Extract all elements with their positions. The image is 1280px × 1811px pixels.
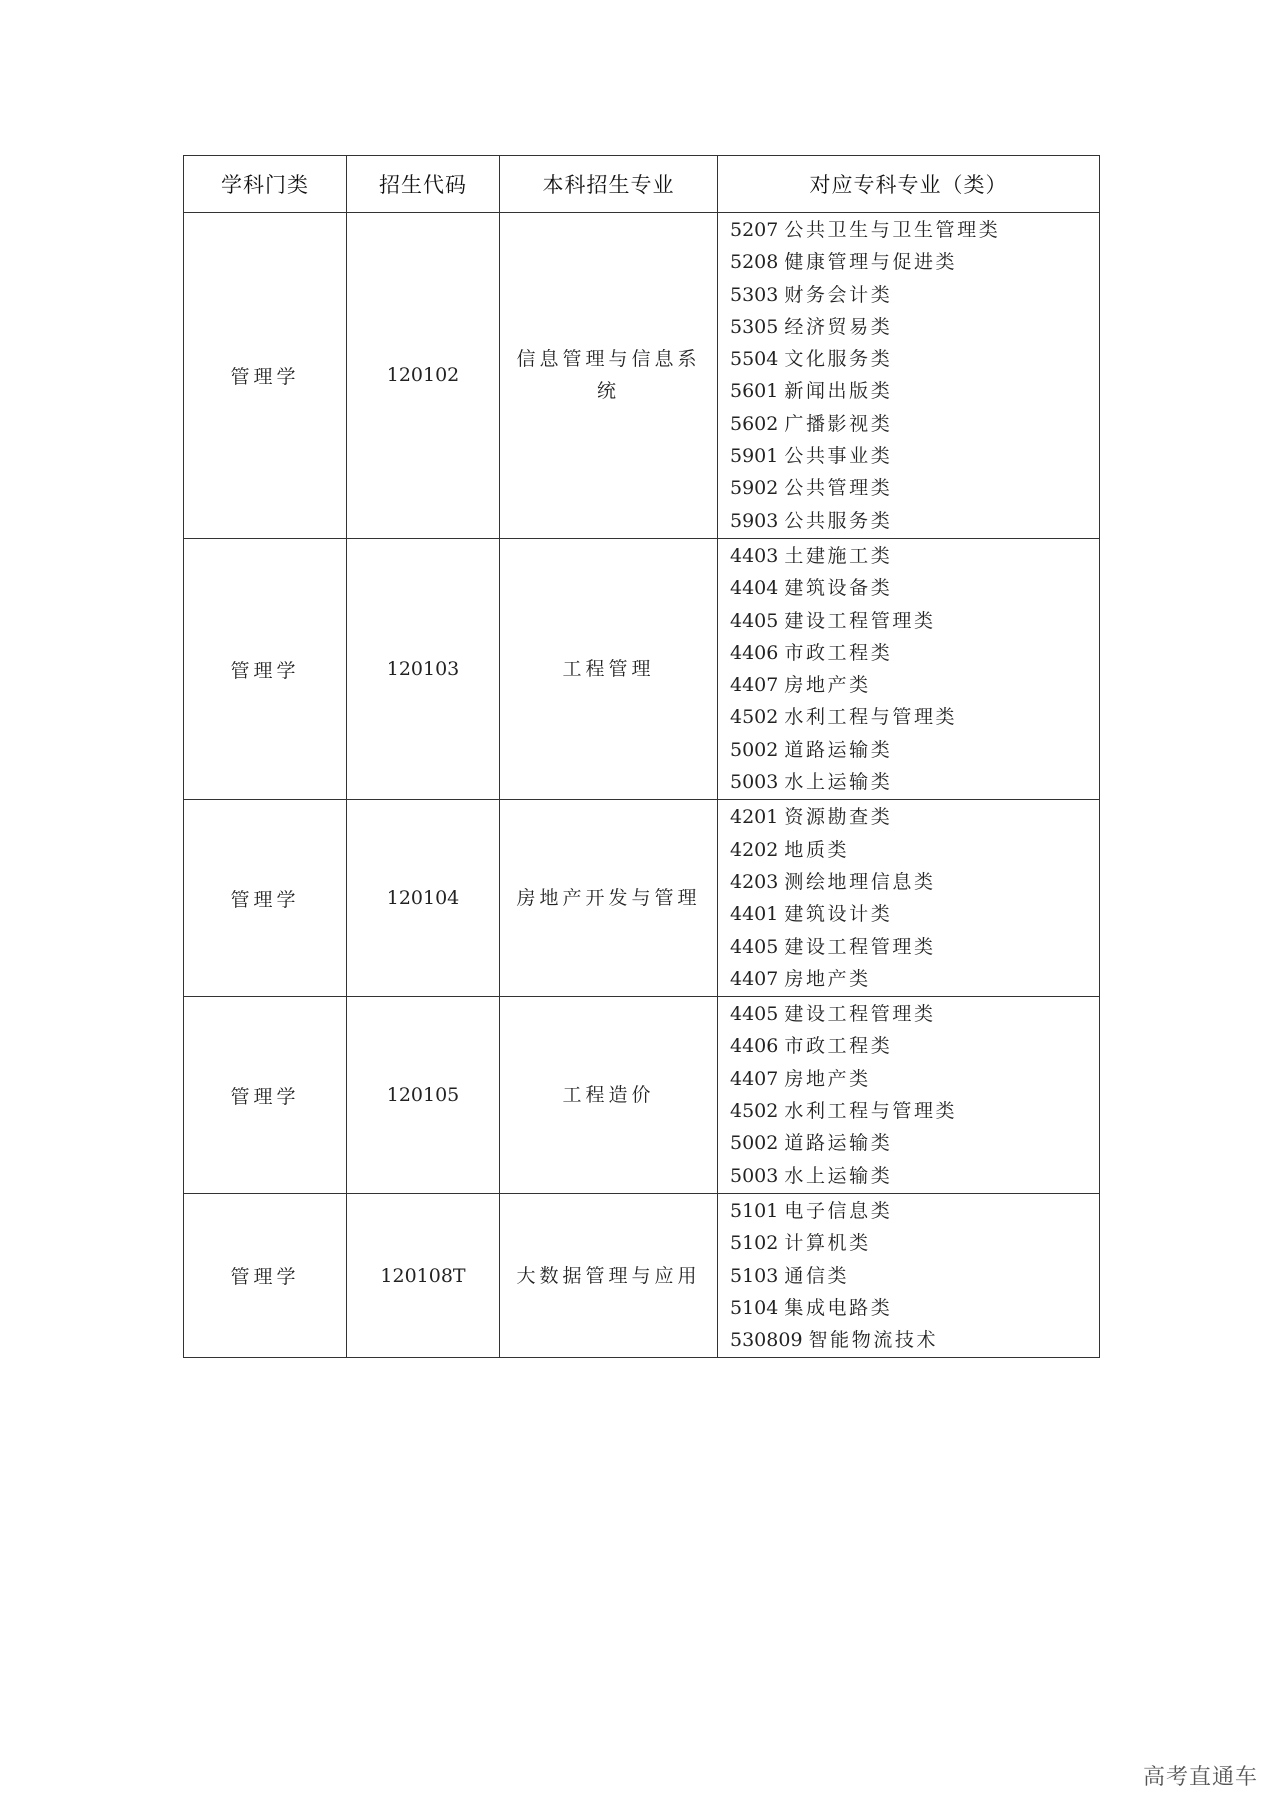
related-major-name: 电子信息类 (784, 1199, 893, 1222)
list-item (730, 572, 1099, 604)
list-item (730, 505, 1099, 537)
list-item (730, 766, 1099, 798)
list-item (730, 998, 1099, 1030)
related-major-name: 财务会计类 (784, 283, 893, 306)
table-header (184, 156, 1100, 213)
header-row (184, 156, 1100, 213)
list-item (730, 1063, 1099, 1095)
list-item (730, 605, 1099, 637)
list-item (730, 408, 1099, 440)
related-major-code: 5305 (730, 315, 779, 338)
related-major-code: 4203 (730, 870, 779, 893)
code-cell: 120104 (347, 800, 500, 997)
related-major-name: 市政工程类 (784, 641, 893, 664)
code-cell: 120102 (347, 213, 500, 539)
related-major-name: 通信类 (784, 1264, 850, 1287)
related-major-code: 4407 (730, 967, 779, 990)
related-major-code: 5101 (730, 1199, 779, 1222)
related-majors-cell (718, 800, 1100, 997)
list-item (730, 214, 1099, 246)
list-item (730, 1127, 1099, 1159)
related-major-name: 健康管理与促进类 (784, 251, 958, 274)
category-cell: 管理学 (184, 213, 347, 539)
list-item (730, 1324, 1099, 1356)
related-major-name: 智能物流技术 (808, 1329, 939, 1352)
related-major-name: 建设工程管理类 (784, 935, 936, 958)
list-item (730, 375, 1099, 407)
related-major-code: 4406 (730, 641, 779, 664)
related-major-name: 公共服务类 (784, 509, 893, 532)
related-major-code: 4405 (730, 609, 779, 632)
header-category: 学科门类 (184, 156, 347, 213)
related-major-code: 5902 (730, 477, 779, 500)
category-cell: 管理学 (184, 1193, 347, 1357)
table-row (184, 800, 1100, 997)
related-major-code: 5208 (730, 251, 779, 274)
related-major-code: 5207 (730, 219, 779, 241)
related-major-code: 5104 (730, 1296, 779, 1319)
category-cell: 管理学 (184, 997, 347, 1194)
related-major-name: 土建施工类 (784, 544, 893, 567)
table-row (184, 538, 1100, 799)
related-major-name: 集成电路类 (784, 1296, 893, 1319)
list-item (730, 440, 1099, 472)
related-major-code: 4403 (730, 544, 779, 567)
related-major-name: 公共管理类 (784, 477, 893, 500)
related-major-name: 道路运输类 (784, 738, 893, 761)
related-major-name: 水利工程与管理类 (784, 1100, 958, 1123)
related-majors-cell (718, 1193, 1100, 1357)
list-item (730, 734, 1099, 766)
list-item (730, 701, 1099, 733)
related-major-code: 5303 (730, 283, 779, 306)
major-cell: 信息管理与信息系统 (500, 213, 718, 539)
list-item (730, 1260, 1099, 1292)
list-item (730, 279, 1099, 311)
major-cell: 工程造价 (500, 997, 718, 1194)
related-major-code: 5601 (730, 380, 779, 403)
major-cell: 房地产开发与管理 (500, 800, 718, 997)
list-item (730, 472, 1099, 504)
related-major-code: 4407 (730, 1067, 779, 1090)
related-major-code: 4201 (730, 806, 779, 829)
related-major-code: 4406 (730, 1035, 779, 1058)
related-major-name: 文化服务类 (784, 348, 893, 371)
related-major-code: 5002 (730, 738, 779, 761)
related-major-name: 资源勘查类 (784, 806, 893, 829)
list-item (730, 1227, 1099, 1259)
related-major-code: 5903 (730, 509, 779, 532)
related-major-name: 建筑设计类 (784, 903, 893, 926)
list-item (730, 311, 1099, 343)
list-item (730, 834, 1099, 866)
list-item (730, 669, 1099, 701)
major-cell: 工程管理 (500, 538, 718, 799)
related-major-name: 水上运输类 (784, 771, 893, 794)
major-mapping-table (183, 155, 1100, 1358)
table-row (184, 997, 1100, 1194)
related-major-code: 5002 (730, 1132, 779, 1155)
list-item (730, 801, 1099, 833)
related-major-name: 房地产类 (784, 1067, 871, 1090)
related-major-name: 建筑设备类 (784, 577, 893, 600)
watermark-text: 高考直通车 (1142, 1765, 1258, 1790)
related-major-code: 5504 (730, 348, 779, 371)
list-item (730, 898, 1099, 930)
related-majors-cell (718, 538, 1100, 799)
related-major-code: 5901 (730, 445, 779, 468)
related-major-code: 5003 (730, 771, 779, 794)
list-item (730, 1095, 1099, 1127)
list-item (730, 1292, 1099, 1324)
list-item (730, 343, 1099, 375)
code-cell: 120103 (347, 538, 500, 799)
related-major-name: 水利工程与管理类 (784, 706, 958, 729)
list-item (730, 931, 1099, 963)
list-item (730, 637, 1099, 669)
related-major-code: 4407 (730, 674, 779, 697)
related-majors-cell (718, 997, 1100, 1194)
list-item (730, 866, 1099, 898)
related-major-name: 水上运输类 (784, 1164, 893, 1187)
category-cell: 管理学 (184, 538, 347, 799)
table-row (184, 213, 1100, 539)
category-cell: 管理学 (184, 800, 347, 997)
code-cell: 120105 (347, 997, 500, 1194)
list-item (730, 540, 1099, 572)
list-item (730, 1160, 1099, 1192)
related-major-name: 房地产类 (784, 674, 871, 697)
related-major-code: 4502 (730, 1100, 779, 1123)
related-major-code: 4404 (730, 577, 779, 600)
related-major-name: 房地产类 (784, 967, 871, 990)
related-majors-cell (718, 213, 1100, 539)
header-related: 对应专科专业（类） (718, 156, 1100, 213)
related-major-code: 4202 (730, 838, 779, 861)
list-item (730, 1195, 1099, 1227)
related-major-name: 建设工程管理类 (784, 609, 936, 632)
related-major-name: 公共卫生与卫生管理类 (784, 219, 1001, 241)
related-major-name: 地质类 (784, 838, 850, 861)
related-major-name: 道路运输类 (784, 1132, 893, 1155)
header-major: 本科招生专业 (500, 156, 718, 213)
list-item (730, 1030, 1099, 1062)
related-major-code: 4401 (730, 903, 779, 926)
related-major-code: 4405 (730, 1003, 779, 1026)
related-major-name: 经济贸易类 (784, 315, 893, 338)
list-item (730, 246, 1099, 278)
related-major-name: 公共事业类 (784, 445, 893, 468)
list-item (730, 963, 1099, 995)
related-major-name: 新闻出版类 (784, 380, 893, 403)
related-major-code: 4405 (730, 935, 779, 958)
related-major-name: 广播影视类 (784, 412, 893, 435)
header-code: 招生代码 (347, 156, 500, 213)
related-major-name: 计算机类 (784, 1232, 871, 1255)
major-cell: 大数据管理与应用 (500, 1193, 718, 1357)
table-row (184, 1193, 1100, 1357)
related-major-code: 4502 (730, 706, 779, 729)
related-major-code: 5003 (730, 1164, 779, 1187)
related-major-name: 建设工程管理类 (784, 1003, 936, 1026)
related-major-code: 5103 (730, 1264, 779, 1287)
related-major-code: 530809 (730, 1329, 803, 1352)
code-cell: 120108T (347, 1193, 500, 1357)
table-body (184, 213, 1100, 1358)
related-major-name: 市政工程类 (784, 1035, 893, 1058)
related-major-code: 5102 (730, 1232, 779, 1255)
related-major-code: 5602 (730, 412, 779, 435)
related-major-name: 测绘地理信息类 (784, 870, 936, 893)
